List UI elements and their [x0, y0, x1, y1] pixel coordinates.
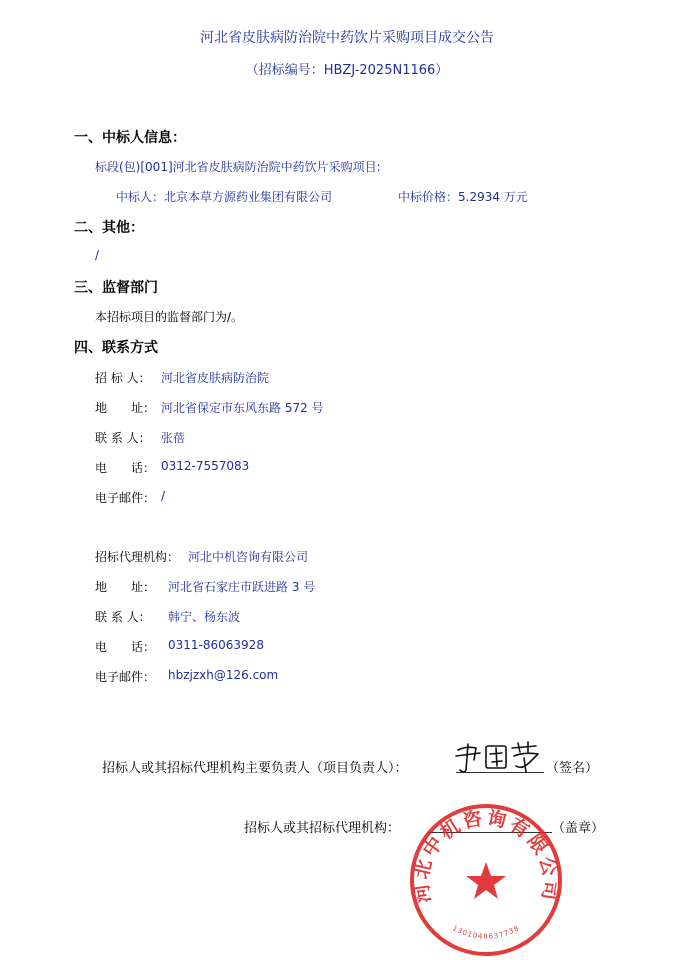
responsible-label: 招标人或其招标代理机构主要负责人（项目负责人）：: [102, 761, 408, 776]
agency-contact: 韩宁、杨东波: [168, 610, 241, 624]
section1-heading: 一、中标人信息：: [74, 130, 186, 146]
winning-price: 中标价格：5.2934 万元: [398, 190, 528, 204]
tenderer-contact-label: 联 系 人：: [95, 431, 151, 445]
tenderer-phone: 0312-7557083: [161, 459, 250, 473]
tenderer-address-label: 地 址：: [95, 401, 156, 415]
agency-phone: 0311-86063928: [168, 638, 264, 652]
seal-suffix: （盖章）: [552, 821, 605, 836]
other-content: /: [95, 248, 100, 262]
seal-number: 1301048637738: [451, 924, 521, 941]
handwritten-signature: [452, 740, 544, 776]
star-icon: [466, 862, 506, 899]
tender-number: （招标编号：HBZJ-2025N1166）: [245, 63, 449, 78]
tenderer-address: 河北省保定市东风东路 572 号: [161, 401, 324, 415]
tenderer-contact: 张蓓: [161, 431, 186, 445]
tenderer-email-label: 电子邮件：: [95, 491, 156, 505]
agency-email: hbzjzxh@126.com: [168, 668, 279, 682]
seal-org-text: 河北中机咨询有限公司: [410, 807, 562, 905]
tenderer-email: /: [161, 489, 166, 503]
agency-address: 河北省石家庄市跃进路 3 号: [168, 580, 316, 594]
winner-name: 中标人：北京本草方源药业集团有限公司: [116, 190, 333, 204]
svg-text:1301048637738: [451, 924, 521, 941]
agency-label: 招标代理机构：: [95, 550, 180, 564]
company-seal: [406, 800, 566, 960]
agency-contact-label: 联 系 人：: [95, 610, 151, 624]
org-label: 招标人或其招标代理机构：: [244, 821, 401, 836]
page-title: 河北省皮肤病防治院中药饮片采购项目成交公告: [200, 30, 494, 46]
section4-heading: 四、联系方式: [74, 340, 158, 356]
sign-suffix: （签名）: [546, 761, 599, 776]
tenderer-phone-label: 电 话：: [95, 461, 156, 475]
tenderer-name: 河北省皮肤病防治院: [161, 371, 270, 385]
agency-email-label: 电子邮件：: [95, 670, 156, 684]
supervision-content: 本招标项目的监督部门为/。: [95, 310, 244, 324]
agency-phone-label: 电 话：: [95, 640, 156, 654]
section3-heading: 三、监督部门: [74, 280, 158, 296]
lot-line: 标段(包)[001]河北省皮肤病防治院中药饮片采购项目:: [95, 160, 381, 174]
tenderer-label: 招 标 人：: [95, 371, 151, 385]
section2-heading: 二、其他：: [74, 220, 144, 236]
agency-address-label: 地 址：: [95, 580, 156, 594]
agency-name: 河北中机咨询有限公司: [188, 550, 309, 564]
